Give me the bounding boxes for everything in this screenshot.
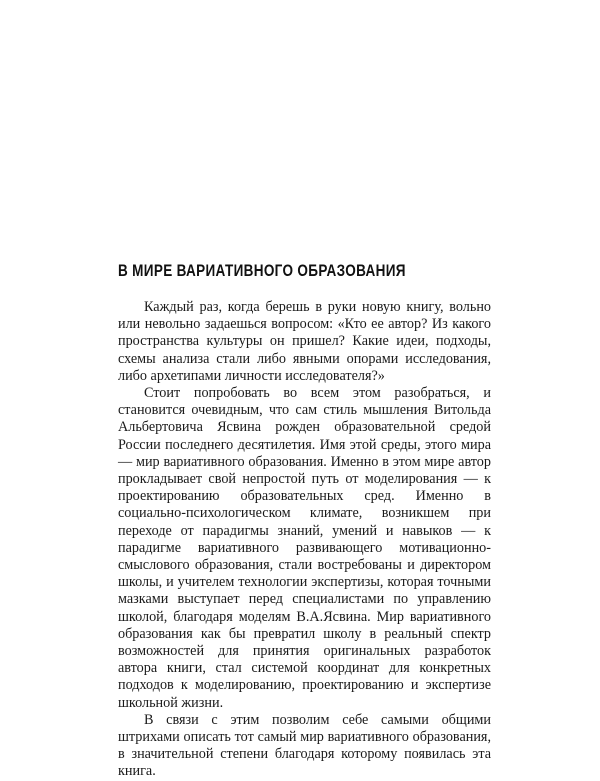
paragraph: В связи с этим позволим себе самыми общими штрихами описать тот самый мир вариативного образования, в значительной степени благодаря которому появилась эта книга. <box>118 711 491 780</box>
chapter-heading: В МИРЕ ВАРИАТИВНОГО ОБРАЗОВАНИЯ <box>118 262 406 280</box>
paragraph: Каждый раз, когда берешь в руки новую книгу, вольно или невольно задаешься вопросом: «Кто ее автор? Из какого пространства культуры он пришел? Какие идеи, подходы, схемы анализа стали либо явными опорами исследования, либо архетипами личности исследователя?» <box>118 299 491 384</box>
paragraph: Стоит попробовать во всем этом разобраться, и становится очевидным, что сам стиль мышления Витольда Альбертовича Ясвина рожден образовательной средой России последнего десятилетия. Имя этой среды, этого мира — мир вариативного образования. Именно в этом мире автор прокладывает свой непростой путь от моделирования — к проектированию образовательных сред. Именно в социально-психологическом климате, возникшем при переходе от парадигмы знаний, умений и навыков — к парадигме вариативного развивающего мотивационно-смыслового образования, стали востребованы и директором школы, и учителем технологии экспертизы, которая точными мазками выступает перед специалистами по управлению школой, благодаря моделям В.А.Ясвина. Мир вариативного образования как бы превратил школу в реальный спектр возможностей для принятия оригинальных разработок автора книги, стал системой координат для конкретных подходов к моделированию, проектированию и экспертизе школьной жизни. <box>118 385 491 711</box>
chapter-body <box>118 299 491 781</box>
